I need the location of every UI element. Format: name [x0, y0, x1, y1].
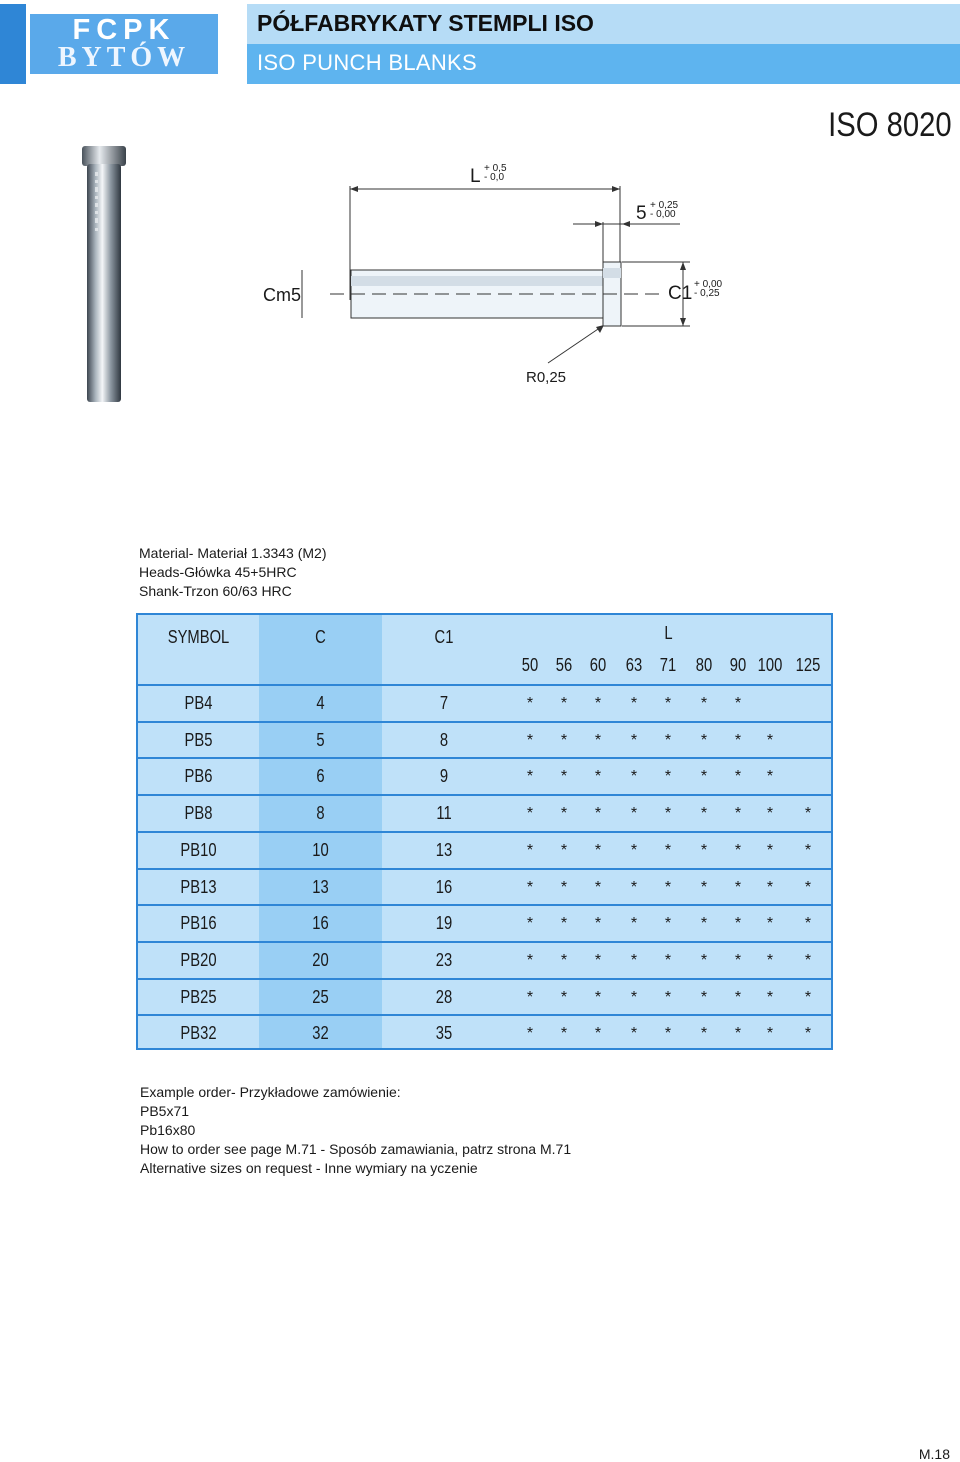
availability-mark: *: [664, 731, 672, 749]
cell-c: 13: [312, 876, 329, 897]
order-reference: How to order see page M.71 - Sposób zamawiania, patrz strona M.71: [140, 1141, 572, 1157]
availability-mark: *: [630, 988, 638, 1006]
availability-mark: *: [630, 951, 638, 969]
availability-mark: *: [766, 951, 774, 969]
table-row: [138, 832, 831, 869]
availability-mark: *: [560, 988, 568, 1006]
cell-c: 25: [312, 986, 329, 1007]
cell-c: 10: [312, 839, 329, 860]
length-label: L: [470, 166, 481, 187]
availability-mark: *: [560, 951, 568, 969]
cell-symbol: PB5: [184, 729, 213, 750]
radius-label: R0,25: [526, 369, 567, 386]
availability-mark: *: [560, 805, 568, 823]
availability-mark: *: [526, 805, 534, 823]
availability-mark: *: [560, 731, 568, 749]
head-dia-label: C1: [668, 283, 693, 304]
availability-mark: *: [766, 731, 774, 749]
availability-mark: *: [700, 805, 708, 823]
head-dia-tol-plus: + 0,00: [694, 279, 723, 290]
availability-mark: *: [630, 878, 638, 896]
cell-c: 32: [312, 1023, 329, 1044]
table-row: [138, 795, 831, 832]
availability-mark: *: [664, 841, 672, 859]
availability-mark: *: [734, 841, 742, 859]
shank-hardness-line: Shank-Trzon 60/63 HRC: [139, 583, 292, 599]
cell-symbol: PB16: [180, 913, 217, 934]
table-row: [138, 869, 831, 906]
availability-mark: *: [630, 1025, 638, 1043]
availability-mark: *: [766, 1025, 774, 1043]
alternative-sizes-note: Alternative sizes on request - Inne wymiary na yczenie: [140, 1160, 478, 1176]
availability-mark: *: [594, 768, 602, 786]
material-line: Material- Materiał 1.3343 (M2): [139, 545, 327, 561]
availability-mark: *: [560, 878, 568, 896]
availability-mark: *: [630, 768, 638, 786]
availability-mark: *: [700, 1025, 708, 1043]
cell-c: 16: [312, 913, 329, 934]
availability-mark: *: [594, 1025, 602, 1043]
technical-drawing: [0, 0, 960, 400]
cell-c1: 7: [439, 693, 449, 713]
drawing-head-shade: [603, 268, 621, 278]
availability-mark: *: [734, 878, 742, 896]
availability-mark: *: [664, 1025, 672, 1043]
header-symbol: SYMBOL: [167, 627, 230, 647]
availability-mark: *: [630, 915, 638, 933]
table-row: [138, 722, 831, 759]
availability-mark: *: [700, 988, 708, 1006]
page-title-pl: PÓŁFABRYKATY STEMPLI ISO: [257, 10, 594, 36]
availability-mark: *: [734, 951, 742, 969]
logo-text-line2: BYTÓW: [57, 42, 191, 73]
length-header-100: 100: [757, 655, 783, 675]
header-c1: C1: [434, 627, 454, 647]
availability-mark: *: [594, 731, 602, 749]
length-header-90: 90: [729, 655, 747, 675]
availability-mark: *: [700, 841, 708, 859]
cell-symbol: PB13: [180, 876, 217, 897]
availability-mark: *: [664, 805, 672, 823]
availability-mark: *: [594, 805, 602, 823]
availability-mark: *: [766, 841, 774, 859]
length-header-50: 50: [521, 655, 539, 675]
availability-mark: *: [734, 695, 742, 712]
availability-mark: *: [526, 768, 534, 786]
availability-mark: *: [560, 841, 568, 859]
cell-c: 4: [316, 693, 325, 713]
page-title-en: ISO PUNCH BLANKS: [257, 50, 477, 75]
head-tol-minus: - 0,00: [650, 209, 676, 220]
table-row: [138, 905, 831, 942]
availability-mark: *: [734, 731, 742, 749]
length-header-63: 63: [625, 655, 643, 675]
length-tol-minus: - 0,0: [484, 172, 505, 183]
cell-c: 6: [316, 766, 325, 787]
availability-mark: *: [594, 915, 602, 933]
availability-mark: *: [560, 695, 568, 712]
availability-mark: *: [560, 1025, 568, 1043]
availability-mark: *: [664, 695, 672, 712]
order-example-heading: Example order- Przykładowe zamówienie:: [140, 1084, 401, 1100]
radius-leader: [548, 325, 604, 363]
availability-mark: *: [594, 878, 602, 896]
length-header-71: 71: [659, 655, 677, 675]
availability-mark: *: [766, 915, 774, 933]
availability-mark: *: [734, 1025, 742, 1043]
head-tol-plus: + 0,25: [650, 200, 679, 211]
availability-mark: *: [526, 988, 534, 1006]
availability-mark: *: [560, 768, 568, 786]
availability-mark: *: [804, 951, 812, 969]
table-row: [138, 685, 831, 722]
drawing-shaft-shade: [351, 276, 603, 286]
availability-mark: *: [734, 988, 742, 1006]
table-row: [138, 758, 831, 795]
cell-c: 20: [312, 949, 329, 970]
availability-mark: *: [804, 841, 812, 859]
availability-mark: *: [664, 768, 672, 786]
cell-symbol: PB32: [180, 1023, 217, 1044]
availability-mark: *: [734, 915, 742, 933]
cell-c1: 19: [435, 913, 453, 934]
availability-mark: *: [526, 915, 534, 933]
availability-mark: *: [560, 915, 568, 933]
cell-c: 5: [316, 729, 325, 750]
cell-c: 8: [316, 803, 325, 824]
table-row: [138, 979, 831, 1016]
availability-mark: *: [630, 731, 638, 749]
availability-mark: *: [804, 878, 812, 896]
availability-mark: *: [766, 878, 774, 896]
availability-mark: *: [594, 988, 602, 1006]
availability-mark: *: [630, 841, 638, 859]
length-header-60: 60: [589, 655, 607, 675]
length-header-80: 80: [695, 655, 713, 675]
cell-c1: 8: [439, 729, 449, 750]
logo-text-line1: FCPK: [72, 14, 176, 46]
dimensions-table: [136, 613, 833, 1050]
cell-symbol: PB6: [184, 766, 213, 787]
cell-c1: 11: [436, 803, 452, 824]
availability-mark: *: [630, 805, 638, 823]
header-l: L: [664, 623, 673, 643]
cell-symbol: PB4: [184, 693, 213, 713]
availability-mark: *: [804, 915, 812, 933]
availability-mark: *: [526, 1025, 534, 1043]
availability-mark: *: [700, 915, 708, 933]
availability-mark: *: [594, 951, 602, 969]
availability-mark: *: [526, 731, 534, 749]
length-header-125: 125: [795, 655, 821, 675]
order-example-1: PB5x71: [140, 1103, 190, 1119]
length-tol-plus: + 0,5: [484, 163, 507, 174]
page-number: M.18: [918, 1446, 950, 1462]
availability-mark: *: [766, 768, 774, 786]
standard-label: ISO 8020: [828, 106, 952, 144]
shank-dia-label: Cm5: [263, 285, 302, 305]
availability-mark: *: [630, 695, 638, 712]
cell-c1: 23: [435, 949, 453, 970]
head-dia-tol-minus: - 0,25: [694, 288, 720, 299]
order-example-2: Pb16x80: [140, 1122, 196, 1138]
table-row: [138, 1015, 831, 1052]
head-hardness-line: Heads-Główka 45+5HRC: [139, 564, 297, 580]
length-header-56: 56: [555, 655, 573, 675]
availability-mark: *: [804, 1025, 812, 1043]
availability-mark: *: [526, 951, 534, 969]
availability-mark: *: [526, 841, 534, 859]
header-c: C: [315, 627, 326, 647]
availability-mark: *: [526, 695, 534, 712]
availability-mark: *: [664, 951, 672, 969]
availability-mark: *: [594, 695, 602, 712]
availability-mark: *: [664, 988, 672, 1006]
availability-mark: *: [664, 878, 672, 896]
availability-mark: *: [804, 988, 812, 1006]
availability-mark: *: [804, 805, 812, 823]
availability-mark: *: [700, 731, 708, 749]
availability-mark: *: [594, 841, 602, 859]
availability-mark: *: [664, 915, 672, 933]
availability-mark: *: [766, 988, 774, 1006]
availability-mark: *: [700, 951, 708, 969]
cell-c1: 16: [435, 876, 453, 897]
cell-c1: 9: [439, 766, 449, 787]
availability-mark: *: [700, 878, 708, 896]
availability-mark: *: [734, 805, 742, 823]
cell-symbol: PB25: [180, 986, 217, 1007]
availability-mark: *: [700, 695, 708, 712]
cell-c1: 13: [435, 839, 453, 860]
cell-c1: 28: [435, 986, 453, 1007]
table-row: [138, 942, 831, 979]
cell-symbol: PB10: [180, 839, 217, 860]
cell-symbol: PB20: [180, 949, 217, 970]
cell-symbol: PB8: [184, 803, 213, 824]
head-thickness-label: 5: [636, 203, 647, 224]
availability-mark: *: [700, 768, 708, 786]
availability-mark: *: [766, 805, 774, 823]
availability-mark: *: [734, 768, 742, 786]
cell-c1: 35: [435, 1023, 453, 1044]
availability-mark: *: [526, 878, 534, 896]
